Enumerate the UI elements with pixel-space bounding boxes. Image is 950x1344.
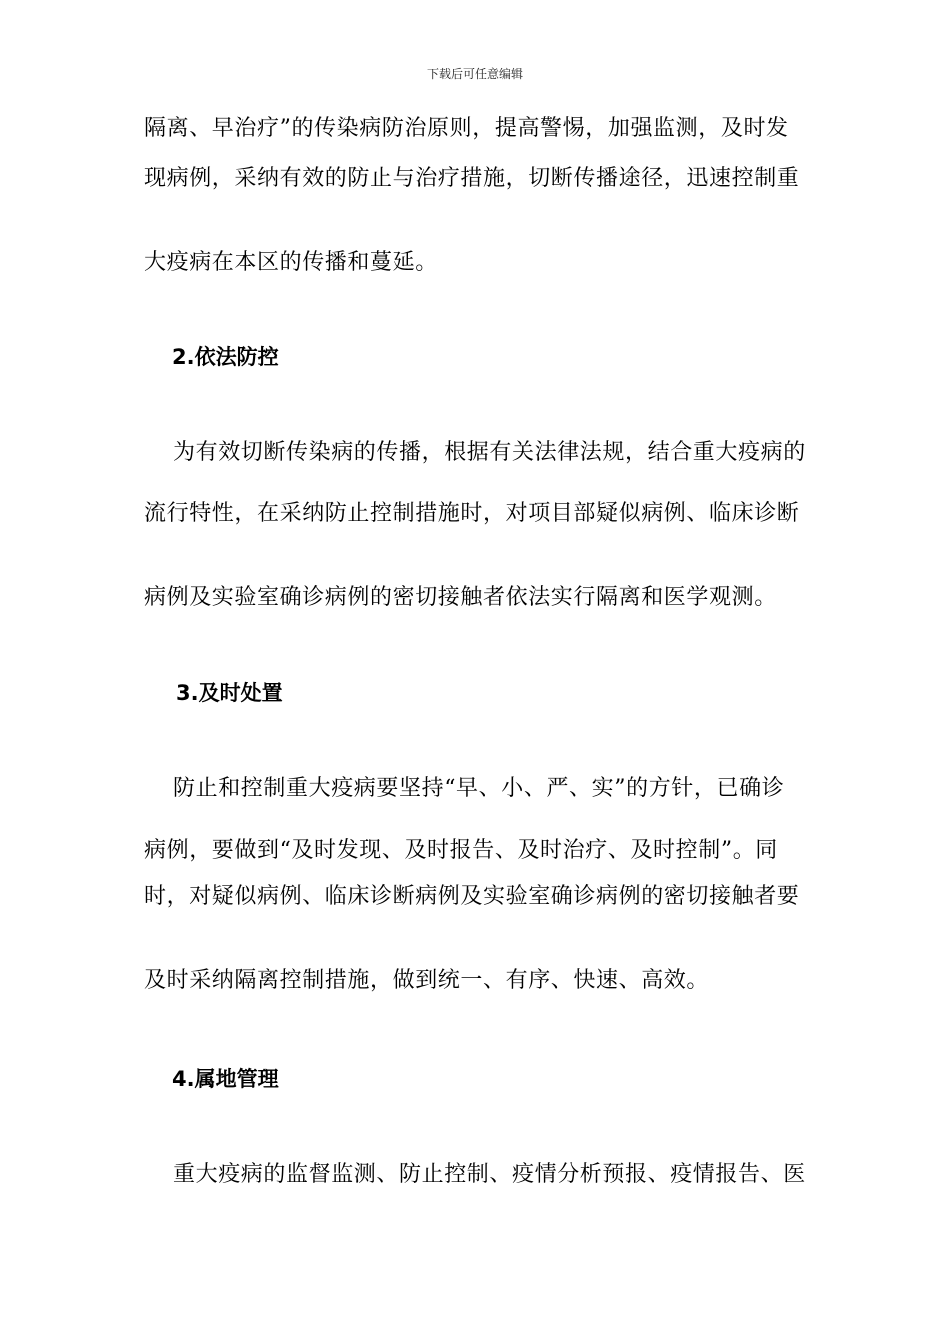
section-heading-4: 4.属地管理 [172, 1067, 279, 1091]
paragraph-3-line-1: 防止和控制重大疫病要坚持“早、小、严、实”的方针，已确诊 [173, 776, 785, 801]
page-header: 下载后可任意编辑 [426, 67, 523, 81]
paragraph-2-line-2: 流行特性，在采纳防止控制措施时，对项目部疑似病例、临床诊断 [144, 501, 800, 526]
paragraph-3-line-3: 时，对疑似病例、临床诊断病例及实验室确诊病例的密切接触者要 [144, 884, 800, 909]
paragraph-1-line-3: 大疫病在本区的传播和蔓延。 [144, 250, 438, 275]
paragraph-2-line-1: 为有效切断传染病的传播，根据有关法律法规，结合重大疫病的 [173, 440, 806, 465]
paragraph-1-line-1: 隔离、早治疗”的传染病防治原则，提高警惕，加强监测，及时发 [144, 116, 789, 141]
paragraph-1-line-2: 现病例，采纳有效的防止与治疗措施，切断传播途径，迅速控制重 [144, 166, 800, 191]
paragraph-4-line-1: 重大疫病的监督监测、防止控制、疫情分析预报、疫情报告、医 [173, 1162, 806, 1187]
paragraph-3-line-2: 病例，要做到“及时发现、及时报告、及时治疗、及时控制”。同 [144, 838, 778, 863]
section-heading-2: 2.依法防控 [172, 345, 279, 369]
section-heading-3: 3.及时处置 [176, 681, 283, 705]
paragraph-3-line-4: 及时采纳隔离控制措施，做到统一、有序、快速、高效。 [144, 968, 710, 993]
paragraph-2-line-3: 病例及实验室确诊病例的密切接触者依法实行隔离和医学观测。 [144, 585, 777, 610]
